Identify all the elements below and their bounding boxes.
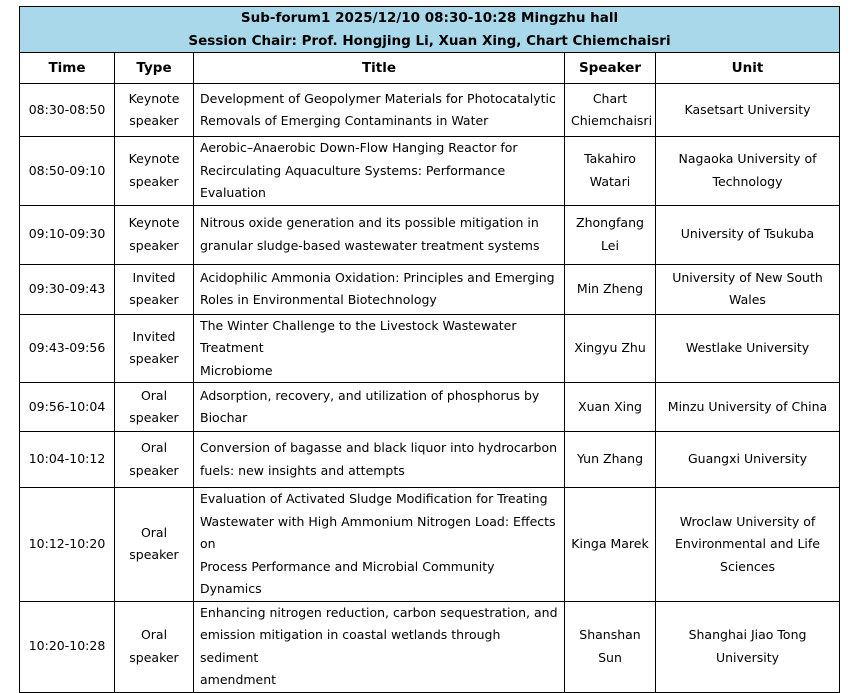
column-header-speaker: Speaker — [565, 53, 656, 84]
column-header-time: Time — [20, 53, 115, 84]
unit-cell-line: Technology — [712, 173, 783, 189]
column-header-title: Title — [194, 53, 565, 84]
title-cell-line: Acidophilic Ammonia Oxidation: Principles and Emerging — [200, 269, 555, 285]
title-cell-line: Roles in Environmental Biotechnology — [200, 292, 437, 307]
title-cell-line: fuels: new insights and attempts — [200, 462, 405, 478]
speaker-cell-line: Chiemchaisri — [571, 113, 653, 128]
table-row — [20, 314, 840, 383]
title-cell — [194, 383, 565, 432]
time-cell: 09:30-09:43 — [20, 264, 115, 314]
unit-cell — [656, 137, 840, 206]
type-cell-line: Oral — [140, 627, 168, 642]
unit-cell — [656, 264, 840, 314]
type-cell-line: speaker — [129, 410, 179, 425]
type-cell-line: speaker — [129, 113, 179, 128]
type-cell-line: Invited — [132, 328, 176, 344]
title-cell-line: The Winter Challenge to the Livestock Wastewater Treatment — [200, 317, 517, 355]
unit-cell — [656, 601, 840, 692]
type-cell-line: Keynote — [128, 90, 180, 106]
speaker-cell-line: Min Zheng — [576, 280, 644, 296]
unit-cell — [656, 314, 840, 383]
title-cell-line: Conversion of bagasse and black liquor into hydrocarbon — [200, 440, 558, 455]
speaker-cell — [565, 264, 656, 314]
speaker-cell — [565, 383, 656, 432]
title-cell-line: Aerobic–Anaerobic Down-Flow Hanging Reactor for — [200, 140, 518, 155]
type-cell — [115, 137, 194, 206]
title-cell — [194, 488, 565, 602]
unit-cell — [656, 84, 840, 137]
session-header-row — [20, 7, 840, 53]
title-cell-line: Wastewater with High Ammonium Nitrogen Load: Effects on — [200, 513, 556, 551]
unit-cell — [656, 205, 840, 264]
type-cell-line: speaker — [129, 292, 179, 307]
type-cell-line: Oral — [140, 524, 168, 540]
table-row — [20, 601, 840, 692]
unit-cell-line: Minzu University of China — [667, 398, 828, 414]
type-cell-line: speaker — [129, 547, 179, 563]
title-cell-line: granular sludge-based wastewater treatment systems — [200, 237, 540, 253]
speaker-cell-line: Yun Zhang — [576, 451, 644, 467]
title-cell — [194, 137, 565, 206]
unit-cell — [656, 383, 840, 432]
type-cell-line: Invited — [132, 269, 176, 285]
time-cell: 09:10-09:30 — [20, 205, 115, 264]
speaker-cell — [565, 137, 656, 206]
time-cell: 09:56-10:04 — [20, 383, 115, 432]
type-cell-line: speaker — [129, 173, 179, 189]
type-cell-line: Keynote — [128, 215, 180, 230]
speaker-cell-line: Sun — [598, 649, 622, 665]
session-chair: Session Chair: Prof. Hongjing Li, Xuan Xing, Chart Chiemchaisri — [188, 32, 671, 49]
session-title: Sub-forum1 2025/12/10 08:30-10:28 Mingzhu hall — [240, 10, 619, 26]
type-cell-line: speaker — [129, 237, 179, 253]
unit-cell-line: University of Tsukuba — [680, 226, 815, 242]
title-cell-line: Microbiome — [200, 362, 273, 378]
speaker-cell — [565, 488, 656, 602]
type-cell-line: speaker — [129, 649, 179, 665]
title-cell-line: amendment — [200, 672, 277, 687]
title-cell-line: Recirculating Aquaculture Systems: Performance Evaluation — [200, 162, 506, 200]
table-row — [20, 84, 840, 137]
time-cell: 08:50-09:10 — [20, 137, 115, 206]
title-cell-line: Removals of Emerging Contaminants in Water — [200, 113, 489, 128]
title-cell — [194, 314, 565, 383]
unit-cell-line: University — [715, 649, 780, 665]
title-cell — [194, 84, 565, 137]
type-cell — [115, 601, 194, 692]
title-cell — [194, 601, 565, 692]
time-cell: 08:30-08:50 — [20, 84, 115, 137]
title-cell-line: emission mitigation in coastal wetlands through sediment — [200, 627, 501, 665]
unit-cell-line: Sciences — [720, 558, 775, 574]
unit-cell-line: Environmental and Life — [675, 536, 820, 551]
title-cell-line: Development of Geopolymer Materials for Photocatalytic — [200, 90, 556, 106]
type-cell — [115, 205, 194, 264]
table-row — [20, 137, 840, 206]
type-cell — [115, 84, 194, 137]
title-cell-line: Evaluation of Activated Sludge Modification for Treating — [200, 491, 548, 506]
type-cell — [115, 314, 194, 383]
unit-cell-line: Shanghai Jiao Tong — [688, 627, 807, 642]
table-row — [20, 205, 840, 264]
table-row — [20, 488, 840, 602]
unit-cell-line: Kasetsart University — [684, 101, 811, 117]
column-header-row — [20, 53, 840, 84]
unit-cell — [656, 432, 840, 488]
speaker-cell — [565, 205, 656, 264]
column-header-type: Type — [115, 53, 194, 84]
type-cell-line: Keynote — [128, 151, 180, 167]
unit-cell-line: Nagaoka University of — [678, 151, 817, 167]
type-cell-line: speaker — [129, 462, 179, 478]
title-cell-line: Process Performance and Microbial Community Dynamics — [200, 558, 495, 596]
speaker-cell-line: Kinga Marek — [571, 536, 649, 551]
title-cell — [194, 432, 565, 488]
time-cell: 09:43-09:56 — [20, 314, 115, 383]
column-header-unit: Unit — [656, 53, 840, 84]
title-cell-line: Biochar — [200, 410, 248, 425]
speaker-cell-line: Chart — [592, 90, 628, 106]
speaker-cell-line: Zhongfang — [576, 215, 644, 230]
title-cell — [194, 264, 565, 314]
time-cell: 10:20-10:28 — [20, 601, 115, 692]
title-cell-line: Enhancing nitrogen reduction, carbon sequestration, and — [200, 604, 558, 620]
speaker-cell-line: Lei — [601, 237, 619, 253]
speaker-cell-line: Watari — [589, 173, 631, 189]
title-cell-line: Nitrous oxide generation and its possible mitigation in — [200, 215, 539, 230]
table-row — [20, 264, 840, 314]
unit-cell-line: University of New South — [672, 269, 823, 285]
type-cell — [115, 264, 194, 314]
type-cell — [115, 488, 194, 602]
speaker-cell — [565, 601, 656, 692]
table-row — [20, 432, 840, 488]
type-cell-line: speaker — [129, 351, 179, 367]
time-cell: 10:04-10:12 — [20, 432, 115, 488]
unit-cell-line: Wales — [729, 292, 766, 307]
speaker-cell-line: Xuan Xing — [578, 398, 642, 414]
speaker-cell-line: Shanshan — [579, 627, 641, 642]
title-cell-line: Adsorption, recovery, and utilization of phosphorus by — [200, 387, 540, 403]
session-header — [20, 7, 840, 53]
speaker-cell — [565, 432, 656, 488]
speaker-cell-line: Takahiro — [584, 151, 636, 167]
unit-cell-line: Wroclaw University of — [679, 513, 816, 529]
unit-cell — [656, 488, 840, 602]
title-cell — [194, 205, 565, 264]
type-cell — [115, 383, 194, 432]
table-row — [20, 383, 840, 432]
session-schedule-table — [19, 6, 840, 693]
unit-cell-line: Westlake University — [685, 340, 810, 355]
type-cell-line: Oral — [140, 440, 168, 455]
type-cell — [115, 432, 194, 488]
time-cell: 10:12-10:20 — [20, 488, 115, 602]
speaker-cell — [565, 314, 656, 383]
speaker-cell — [565, 84, 656, 137]
speaker-cell-line: Xingyu Zhu — [574, 340, 646, 355]
schedule-body — [20, 84, 840, 693]
type-cell-line: Oral — [140, 387, 168, 403]
unit-cell-line: Guangxi University — [687, 451, 808, 467]
